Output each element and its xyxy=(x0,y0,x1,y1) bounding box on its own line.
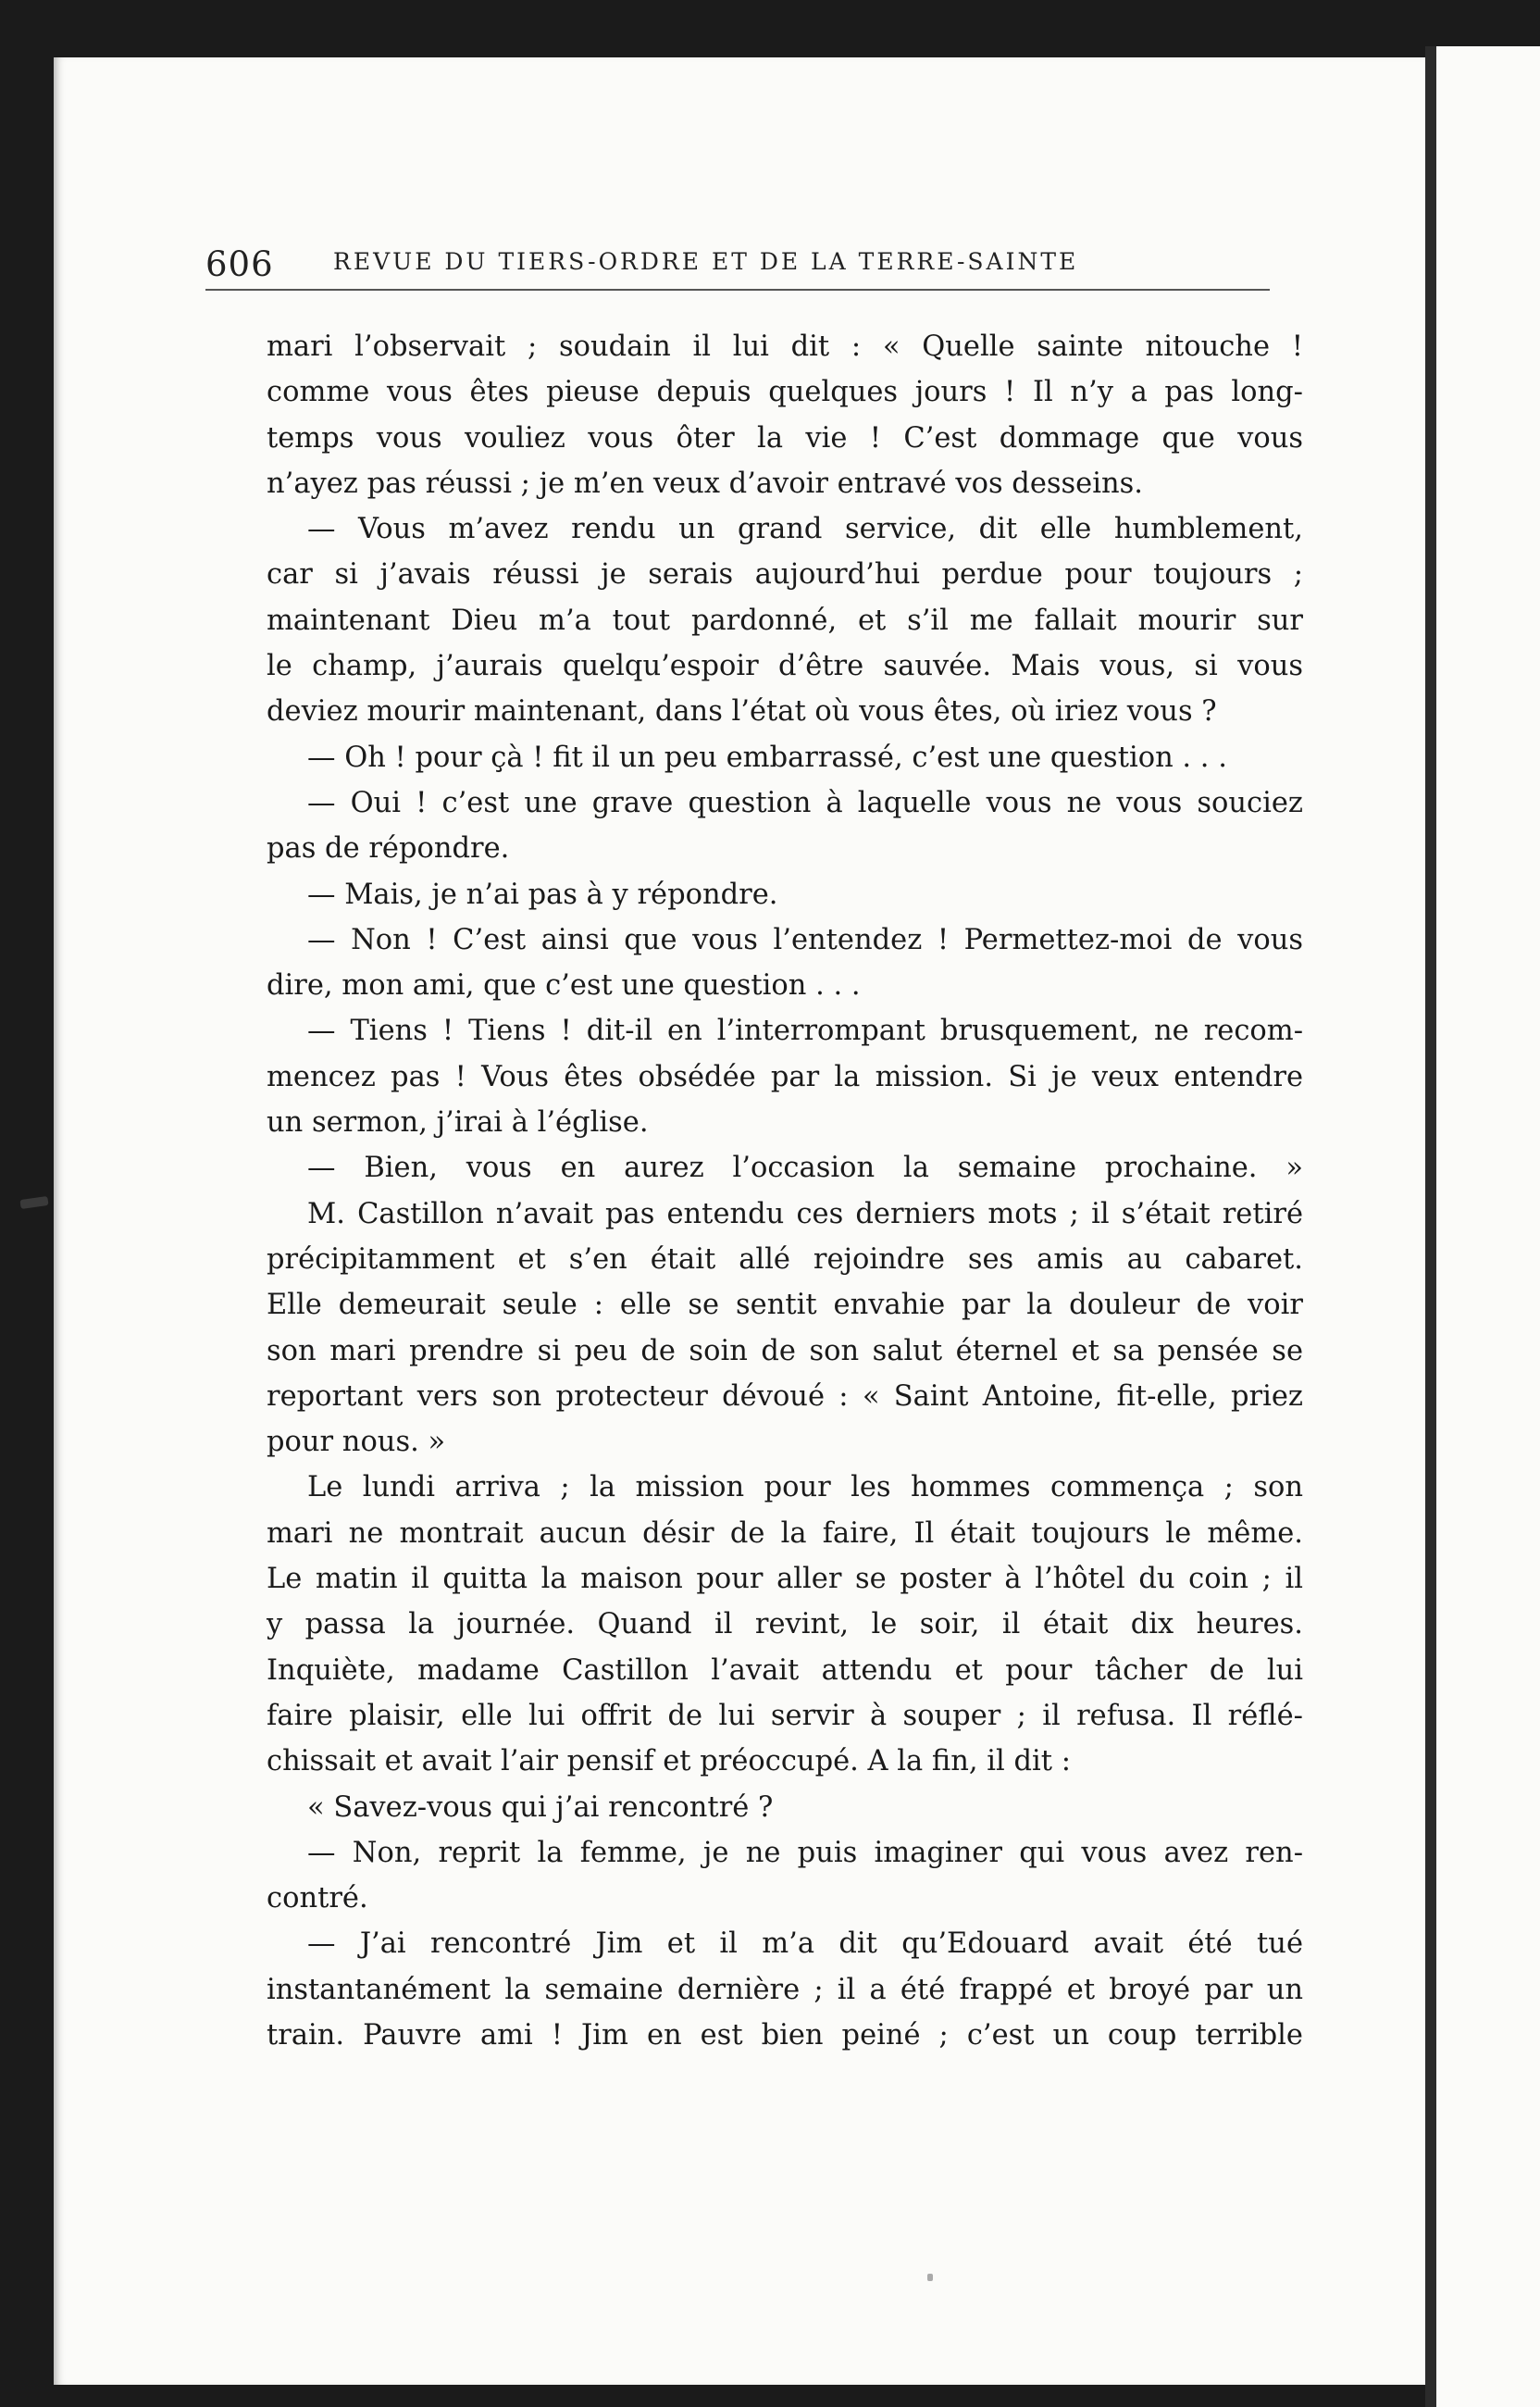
adjacent-page-edge xyxy=(1425,46,1540,2407)
text-line: instantanément la semaine dernière ; il a été frappé et broyé par un xyxy=(267,1973,1303,2006)
text-line: chissait et avait l’air pensif et préoccupé. A la fin, il dit : xyxy=(267,1745,1071,1778)
text-line: — Mais, je n’ai pas à y répondre. xyxy=(307,878,778,911)
text-line: — Non, reprit la femme, je ne puis imaginer qui vous avez ren- xyxy=(307,1836,1303,1869)
text-line: mari l’observait ; soudain il lui dit : « Quelle sainte nitouche ! xyxy=(267,330,1303,363)
text-line: M. Castillon n’avait pas entendu ces derniers mots ; il s’était retiré xyxy=(307,1197,1303,1230)
body-text xyxy=(267,324,1303,2058)
text-line: Le matin il quitta la maison pour aller se poster à l’hôtel du coin ; il xyxy=(267,1563,1303,1596)
text-line: — Vous m’avez rendu un grand service, dit elle humblement, xyxy=(307,513,1303,546)
text-line: comme vous êtes pieuse depuis quelques jours ! Il n’y a pas long- xyxy=(267,376,1303,409)
text-line: « Savez-vous qui j’ai rencontré ? xyxy=(307,1790,774,1824)
running-header xyxy=(205,233,1272,289)
text-line: — J’ai rencontré Jim et il m’a dit qu’Edouard avait été tué xyxy=(307,1927,1303,1961)
text-line: — Non ! C’est ainsi que vous l’entendez ! Permettez-moi de vous xyxy=(307,923,1303,956)
text-line: car si j’avais réussi je serais aujourd’hui perdue pour toujours ; xyxy=(267,558,1303,592)
ink-speck xyxy=(927,2274,933,2281)
margin-mark xyxy=(19,1196,48,1209)
text-line: faire plaisir, elle lui offrit de lui servir à souper ; il refusa. Il réflé- xyxy=(267,1699,1303,1732)
text-line: deviez mourir maintenant, dans l’état où vous êtes, où iriez vous ? xyxy=(267,695,1217,729)
text-line: Elle demeurait seule : elle se sentit envahie par la douleur de voir xyxy=(267,1289,1303,1322)
text-line: contré. xyxy=(267,1882,368,1915)
running-title: REVUE DU TIERS-ORDRE ET DE LA TERRE-SAINTE xyxy=(333,248,1079,275)
text-line: le champ, j’aurais quelqu’espoir d’être sauvée. Mais vous, si vous xyxy=(267,650,1303,683)
text-line: un sermon, j’irai à l’église. xyxy=(267,1106,649,1140)
text-line: son mari prendre si peu de soin de son salut éternel et sa pensée se xyxy=(267,1334,1303,1367)
text-line: mari ne montrait aucun désir de la faire, Il était toujours le même. xyxy=(267,1516,1303,1550)
text-line: — Oui ! c’est une grave question à laquelle vous ne vous souciez xyxy=(307,786,1303,819)
text-line: — Oh ! pour çà ! fit il un peu embarrassé, c’est une question . . . xyxy=(307,741,1227,774)
text-line: Le lundi arriva ; la mission pour les hommes commença ; son xyxy=(307,1471,1303,1504)
text-line: — Bien, vous en aurez l’occasion la semaine prochaine. » xyxy=(307,1152,1303,1185)
text-line: temps vous vouliez vous ôter la vie ! C’est dommage que vous xyxy=(267,421,1303,455)
page-number: 606 xyxy=(205,244,274,284)
text-line: mencez pas ! Vous êtes obsédée par la mission. Si je veux entendre xyxy=(267,1060,1303,1093)
text-line: reportant vers son protecteur dévoué : « Saint Antoine, fit-elle, priez xyxy=(267,1379,1303,1413)
text-line: — Tiens ! Tiens ! dit-il en l’interrompant brusquement, ne recom- xyxy=(307,1015,1303,1048)
text-line: maintenant Dieu m’a tout pardonné, et s’il me fallait mourir sur xyxy=(267,604,1303,637)
text-line: n’ayez pas réussi ; je m’en veux d’avoir entravé vos desseins. xyxy=(267,467,1143,500)
text-line: dire, mon ami, que c’est une question . . . xyxy=(267,969,861,1003)
text-line: Inquiète, madame Castillon l’avait attendu et pour tâcher de lui xyxy=(267,1653,1303,1687)
text-line: y passa la journée. Quand il revint, le soir, il était dix heures. xyxy=(267,1608,1303,1641)
text-line: train. Pauvre ami ! Jim en est bien peiné ; c’est un coup terrible xyxy=(267,2018,1303,2052)
header-rule xyxy=(205,289,1270,291)
text-line: précipitamment et s’en était allé rejoindre ses amis au cabaret. xyxy=(267,1242,1303,1276)
text-line: pour nous. » xyxy=(267,1426,446,1459)
text-line: pas de répondre. xyxy=(267,832,510,866)
